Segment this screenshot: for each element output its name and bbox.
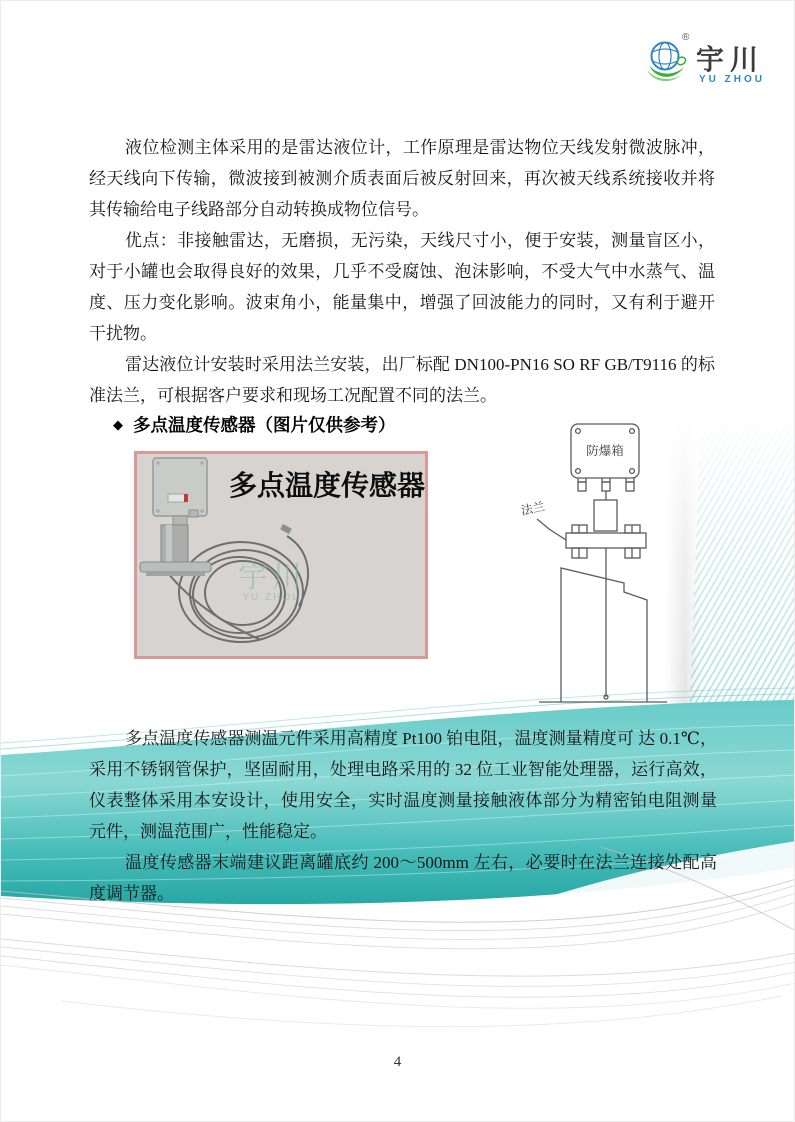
section-heading: [113, 412, 396, 437]
watermark-en: YU ZHOU: [242, 592, 302, 603]
installation-diagram: [519, 413, 674, 708]
photo-caption: 多点温度传感器: [229, 470, 426, 501]
paragraph-radar-advantages: 优点：非接触雷达，无磨损，无污染，天线尺寸小，便于安装，测量盲区小， 对于小罐也会取得良好的效果，几乎不受腐蚀、泡沫影响，不受大气中水蒸气、温度、压力变化影响。波束角小，能量集中，增强了回波能力的同时，又有利于避开干扰物。: [89, 231, 715, 343]
upper-paragraphs: [89, 132, 715, 411]
paragraph-install-distance: 温度传感器末端建议距离罐底约 200～500mm 左右，必要时在法兰连接处配高度调节器。: [89, 853, 717, 903]
paragraph-radar-principle: 液位检测主体采用的是雷达液位计，工作原理是雷达物位天线发射微波脉冲， 经天线向下传输，微波接到被测介质表面后被反射回来，再次被天线系统接收并将其传输给电子线路部分自动转换成物位信号。: [89, 138, 715, 219]
sensor-photo: [134, 451, 428, 659]
watermark-cn: 宇川: [238, 561, 306, 594]
page-number: 4: [393, 1054, 402, 1070]
diagram-flange-label: 法兰: [519, 499, 547, 518]
logo-text-en: YU ZHOU: [699, 74, 765, 85]
lower-paragraphs: [89, 723, 717, 909]
diagram-box-label: 防爆箱: [586, 444, 624, 458]
registered-mark: ®: [682, 32, 690, 43]
paragraph-sensor-specs: 多点温度传感器测温元件采用高精度 Pt100 铂电阻，温度测量精度可 达 0.1℃，采用不锈钢管保护，坚固耐用，处理电路采用的 32 位工业智能处理器，运行高效，仪表整体采用本安设计，使用安全，实时温度测量接触液体部分为精密铂电阻测量元件，测温范围广，性能稳定。: [89, 729, 717, 841]
photo-watermark: [197, 552, 347, 603]
diamond-bullet-icon: ◆: [113, 416, 123, 432]
company-logo: [646, 34, 786, 94]
section-title: 多点温度传感器（图片仅供参考）: [133, 415, 396, 435]
logo-text-cn: 宇川: [696, 44, 765, 75]
paragraph-flange-standard: 雷达液位计安装时采用法兰安装，出厂标配 DN100-PN16 SO RF GB/T9116 的标准法兰，可根据客户要求和现场工况配置不同的法兰。: [89, 355, 715, 405]
